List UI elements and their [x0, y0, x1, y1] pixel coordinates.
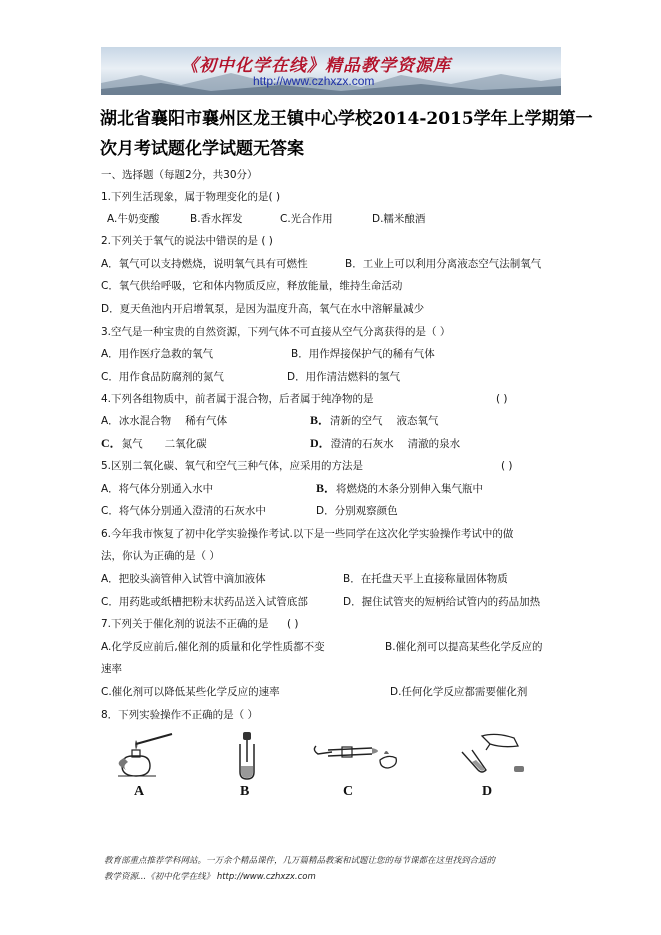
pouring-liquid-icon	[452, 732, 532, 778]
q4-option-c-item1: 氮气	[121, 438, 143, 450]
q7-option-d: D.任何化学反应都需要催化剂	[390, 686, 528, 698]
q2-option-b: B．工业上可以利用分离液态空气法制氧气	[345, 258, 542, 270]
q3-option-d: D．用作清洁燃料的氢气	[287, 371, 401, 383]
q5-option-c: C．将气体分别通入澄清的石灰水中	[101, 505, 266, 517]
q2-option-a: A．氧气可以支持燃烧，说明氧气具有可燃性	[101, 258, 308, 270]
q3-option-a: A．用作医疗急救的氧气	[101, 348, 214, 360]
q4-option-b: B．清新的空气 液态氧气	[310, 413, 439, 427]
document-title-line2: 次月考试题化学试题无答案	[100, 139, 304, 159]
q5-option-a: A．将气体分别通入水中	[101, 483, 214, 495]
q4-option-b-item1: 清新的空气	[330, 415, 383, 427]
q7-option-c: C.催化剂可以降低某些化学反应的速率	[101, 686, 280, 698]
q6-option-b: B．在托盘天平上直接称量固体物质	[343, 573, 508, 585]
q4-stem: 4.下列各组物质中，前者属于混合物，后者属于纯净物的是	[101, 393, 374, 405]
q5-stem: 5.区别二氧化碳、氧气和空气三种气体，应采用的方法是	[101, 460, 364, 472]
q6-option-d: D．握住试管夹的短柄给试管内的药品加热	[343, 596, 541, 608]
banner-title: 《初中化学在线》精品教学资源库	[181, 56, 451, 76]
q2-option-c: C．氧气供给呼吸，它和体内物质反应，释放能量，维持生命活动	[101, 280, 403, 292]
q7-stem: 7.下列关于催化剂的说法不正确的是	[101, 618, 269, 630]
q4-option-c: C．氮气 二氧化碳	[101, 436, 207, 450]
q5-option-d: D．分别观察颜色	[316, 505, 398, 517]
q7-paren: ( )	[287, 618, 299, 630]
q7-option-a: A.化学反应前后,催化剂的质量和化学性质都不变	[101, 641, 325, 653]
q4-option-d-item2: 清澈的泉水	[407, 438, 461, 450]
q8-figure-label-d: D	[482, 784, 493, 799]
q4-paren: ( )	[496, 393, 508, 405]
q3-stem: 3.空气是一种宝贵的自然资源，下列气体不可直接从空气分离获得的是（ ）	[101, 326, 451, 338]
alcohol-lamp-lighting-icon	[112, 732, 182, 780]
q4-option-d: D．澄清的石灰水 清澈的泉水	[310, 436, 461, 450]
q1-stem: 1.下列生活现象，属于物理变化的是( )	[101, 191, 281, 203]
q4-option-c-item2: 二氧化碳	[164, 438, 207, 450]
q8-figure-label-c: C	[343, 784, 354, 799]
q5-paren: ( )	[501, 460, 513, 472]
q2-stem: 2.下列关于氧气的说法中错误的是 ( )	[101, 235, 273, 247]
header-banner	[101, 47, 561, 95]
q1-option-d: D.糯米酿酒	[372, 213, 426, 225]
q6-option-a: A．把胶头滴管伸入试管中滴加液体	[101, 573, 266, 585]
q1-option-b: B.香水挥发	[190, 213, 243, 225]
q7-option-b: B.催化剂可以提高某些化学反应的	[385, 641, 543, 653]
footer-line2: 教学资源...《初中化学在线》 http://www.czhxzx.com	[104, 872, 316, 882]
q8-stem: 8．下列实验操作不正确的是（ ）	[101, 709, 259, 721]
footer-line1: 教育部重点推荐学科网站。一万余个精品课件，几万篇精品教案和试题让您的每节课都在这里找到合适的	[104, 856, 496, 866]
q4-option-b-item2: 液态氧气	[396, 415, 439, 427]
q3-option-c: C．用作食品防腐剂的氮气	[101, 371, 224, 383]
q4-option-d-item1: 澄清的石灰水	[330, 438, 394, 450]
q6-stem-line2: 法，你认为正确的是（ ）	[101, 550, 220, 562]
q1-option-c: C.光合作用	[280, 213, 333, 225]
q8-figure-label-a: A	[134, 784, 145, 799]
q1-option-a: A.牛奶变酸	[107, 213, 160, 225]
banner-url[interactable]: http://www.czhxzx.com	[253, 74, 375, 88]
document-title-line1: 湖北省襄阳市襄州区龙王镇中心学校2014-2015学年上学期第一	[100, 109, 593, 129]
heating-test-tube-icon	[312, 732, 402, 772]
q6-stem-line1: 6.今年我市恢复了初中化学实验操作考试.以下是一些同学在这次化学实验操作考试中的做	[101, 528, 514, 540]
test-tube-dropper-icon	[232, 732, 262, 782]
footer-url[interactable]: http://www.czhxzx.com	[216, 872, 316, 882]
q4-option-a-item1: 冰水混合物	[118, 415, 172, 427]
q8-figure-label-b: B	[240, 784, 250, 799]
q4-option-a-item2: 稀有气体	[185, 415, 228, 427]
q3-option-b: B．用作焊接保护气的稀有气体	[291, 348, 435, 360]
q6-option-c: C．用药匙或纸槽把粉末状药品送入试管底部	[101, 596, 308, 608]
q7-option-a-continued: 速率	[101, 663, 122, 675]
q2-option-d: D．夏天鱼池内开启增氧泵，是因为温度升高，氧气在水中溶解量减少	[101, 303, 425, 315]
q5-option-b: B．将燃烧的木条分别伸入集气瓶中	[316, 481, 484, 495]
q4-option-a: A．冰水混合物 稀有气体	[101, 415, 228, 427]
section-heading: 一、选择题（每题2分，共30分）	[101, 169, 258, 181]
